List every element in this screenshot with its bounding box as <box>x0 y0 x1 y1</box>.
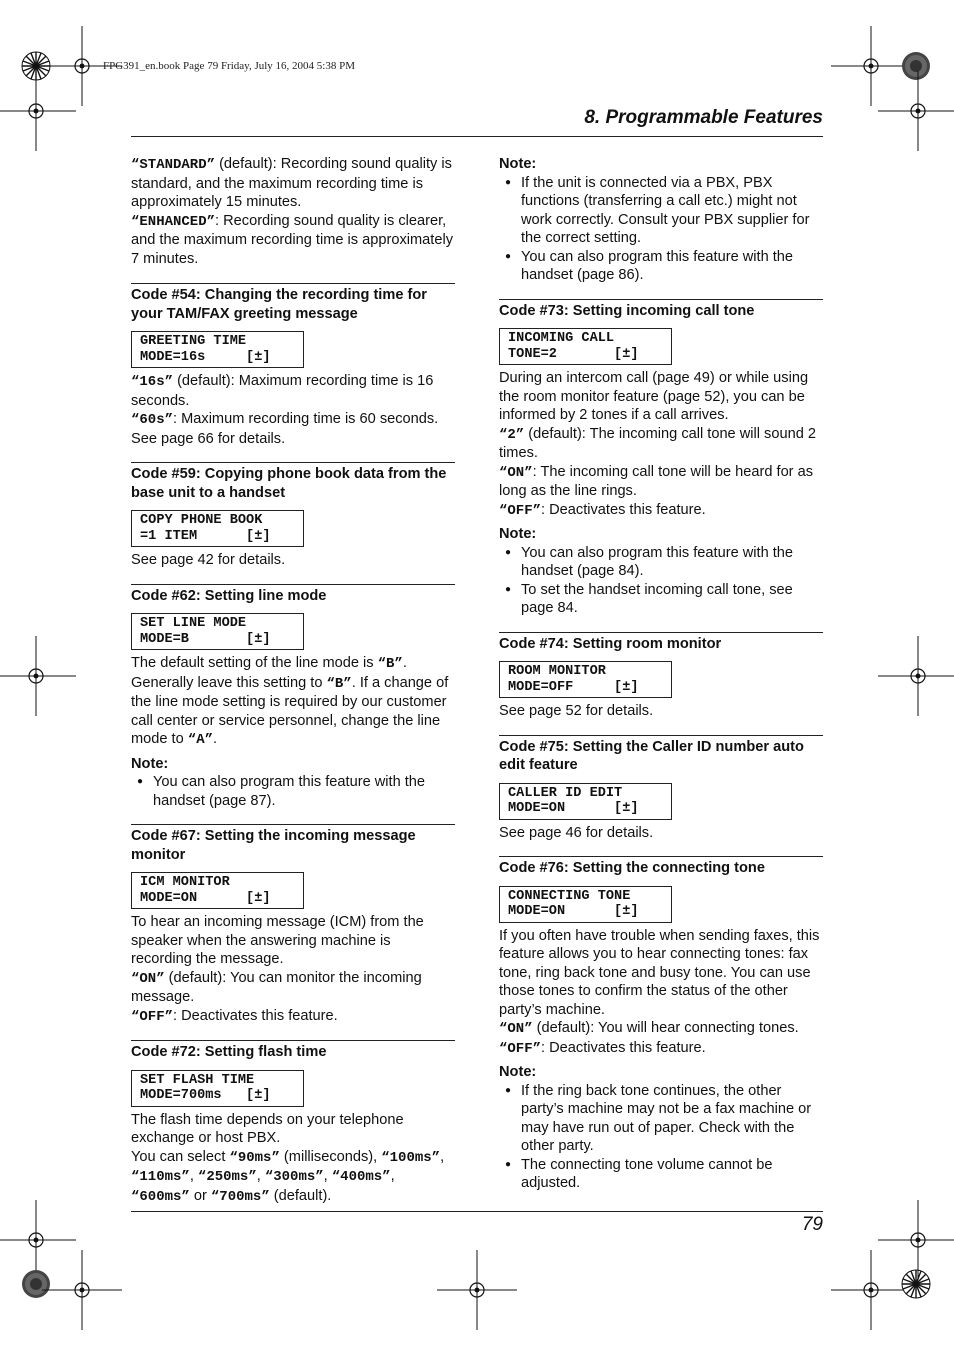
book-file-line: FPG391_en.book Page 79 Friday, July 16, 2004 5:38 PM <box>103 60 355 72</box>
code76-option-off: “OFF”: Deactivates this feature. <box>499 1039 706 1057</box>
code62-note-label: Note: <box>131 755 169 772</box>
page-header <box>131 106 823 137</box>
pbx-note-item: ● You can also program this feature with the handset (page 86). <box>499 248 823 285</box>
code73-note-item: ● You can also program this feature with the handset (page 84). <box>499 544 823 581</box>
pbx-note-list <box>499 174 823 285</box>
code62-note-item: ● You can also program this feature with the handset (page 87). <box>131 773 455 810</box>
code59-see-page: See page 42 for details. <box>131 552 286 568</box>
code73-option-on: “ON”: The incoming call tone will be heard for as long as the line rings. <box>499 463 814 499</box>
enhanced-option: “ENHANCED”: Recording sound quality is clearer, and the maximum recording time is approximately 7 minutes. <box>131 212 454 267</box>
code62-description: The default setting of the line mode is “B”. Generally leave this setting to “B”. If a change of the line mode setting is required by our customer call center or service personnel, change the line mode to “A”. <box>131 655 449 748</box>
code67-heading: Code #67: Setting the incoming message monitor <box>131 824 455 864</box>
code54-see-page: See page 66 for details. <box>131 430 286 447</box>
code75-see-page: See page 46 for details. <box>499 824 654 841</box>
pbx-note-label: Note: <box>499 156 537 172</box>
standard-option: “STANDARD” (default): Recording sound quality is standard, and the maximum recording time is approximately 15 minutes. <box>131 156 452 210</box>
code73-description: During an intercom call (page 49) or while using the room monitor feature (page 52), you can be informed by 2 tones if a call arrives. <box>499 370 809 423</box>
page-footer <box>131 1211 823 1235</box>
code76-description: If you often have trouble when sending faxes, this feature allows you to hear connecting tones: fax tone, ring back tone and busy tone. You can use those tones to confirm the status of the other party’s machine. <box>499 927 820 1018</box>
code62-heading: Code #62: Setting line mode <box>131 584 455 606</box>
code74-display: ROOM MONITOR MODE=OFF [±] <box>499 661 672 698</box>
code73-note-item: ● To set the handset incoming call tone, see page 84. <box>499 581 823 618</box>
code73-note-list <box>499 544 823 618</box>
code73-option-off: “OFF”: Deactivates this feature. <box>499 501 706 519</box>
code73-display: INCOMING CALL TONE=2 [±] <box>499 328 672 365</box>
code76-display: CONNECTING TONE MODE=ON [±] <box>499 886 672 923</box>
code67-option-on: “ON” (default): You can monitor the incoming message. <box>131 969 422 1005</box>
code72-display: SET FLASH TIME MODE=700ms [±] <box>131 1070 304 1107</box>
code67-display: ICM MONITOR MODE=ON [±] <box>131 872 304 909</box>
code73-note-label: Note: <box>499 526 537 542</box>
code54-display: GREETING TIME MODE=16s [±] <box>131 331 304 368</box>
code76-option-on: “ON” (default): You will hear connecting tones. <box>499 1020 799 1037</box>
code72-heading: Code #72: Setting flash time <box>131 1040 455 1062</box>
code74-see-page: See page 52 for details. <box>499 703 654 719</box>
code76-note-list <box>499 1082 823 1193</box>
code76-note-item: ● The connecting tone volume cannot be adjusted. <box>499 1156 823 1193</box>
pbx-note-item: ● If the unit is connected via a PBX, PBX functions (transferring a call etc.) might not work correctly. Consult your PBX supplier for the correct setting. <box>499 174 823 248</box>
left-column <box>131 155 455 1206</box>
code67-option-off: “OFF”: Deactivates this feature. <box>131 1007 338 1025</box>
code54-option-16s: “16s” (default): Maximum recording time is 16 seconds. <box>131 373 434 409</box>
section-title: 8. Programmable Features <box>584 107 823 128</box>
code76-note-label: Note: <box>499 1064 537 1080</box>
code54-heading: Code #54: Changing the recording time for your TAM/FAX greeting message <box>131 283 455 323</box>
code59-heading: Code #59: Copying phone book data from the base unit to a handset <box>131 462 455 502</box>
code54-option-60s: “60s”: Maximum recording time is 60 seconds. <box>131 411 439 428</box>
code62-note-list <box>131 773 455 810</box>
code72-description: The flash time depends on your telephone exchange or host PBX. <box>131 1111 404 1146</box>
page-number: 79 <box>801 1214 823 1235</box>
code62-display: SET LINE MODE MODE=B [±] <box>131 613 304 650</box>
code76-heading: Code #76: Setting the connecting tone <box>499 856 823 878</box>
code75-display: CALLER ID EDIT MODE=ON [±] <box>499 783 672 820</box>
code75-heading: Code #75: Setting the Caller ID number auto edit feature <box>499 735 823 775</box>
code73-option-2: “2” (default): The incoming call tone will sound 2 times. <box>499 425 816 461</box>
code72-values: You can select “90ms” (milliseconds), “100ms”, “110ms”, “250ms”, “300ms”, “400ms”, “600ms” or “700ms” (default). <box>131 1148 445 1205</box>
code76-note-item: ● If the ring back tone continues, the other party’s machine may not be a fax machine or may have run out of paper. Check with the other party. <box>499 1082 823 1156</box>
code74-heading: Code #74: Setting room monitor <box>499 632 823 654</box>
code73-heading: Code #73: Setting incoming call tone <box>499 299 823 321</box>
code67-description: To hear an incoming message (ICM) from the speaker when the answering machine is recording the message. <box>131 914 424 967</box>
code59-display: COPY PHONE BOOK =1 ITEM [±] <box>131 510 304 547</box>
right-column <box>499 155 823 1193</box>
